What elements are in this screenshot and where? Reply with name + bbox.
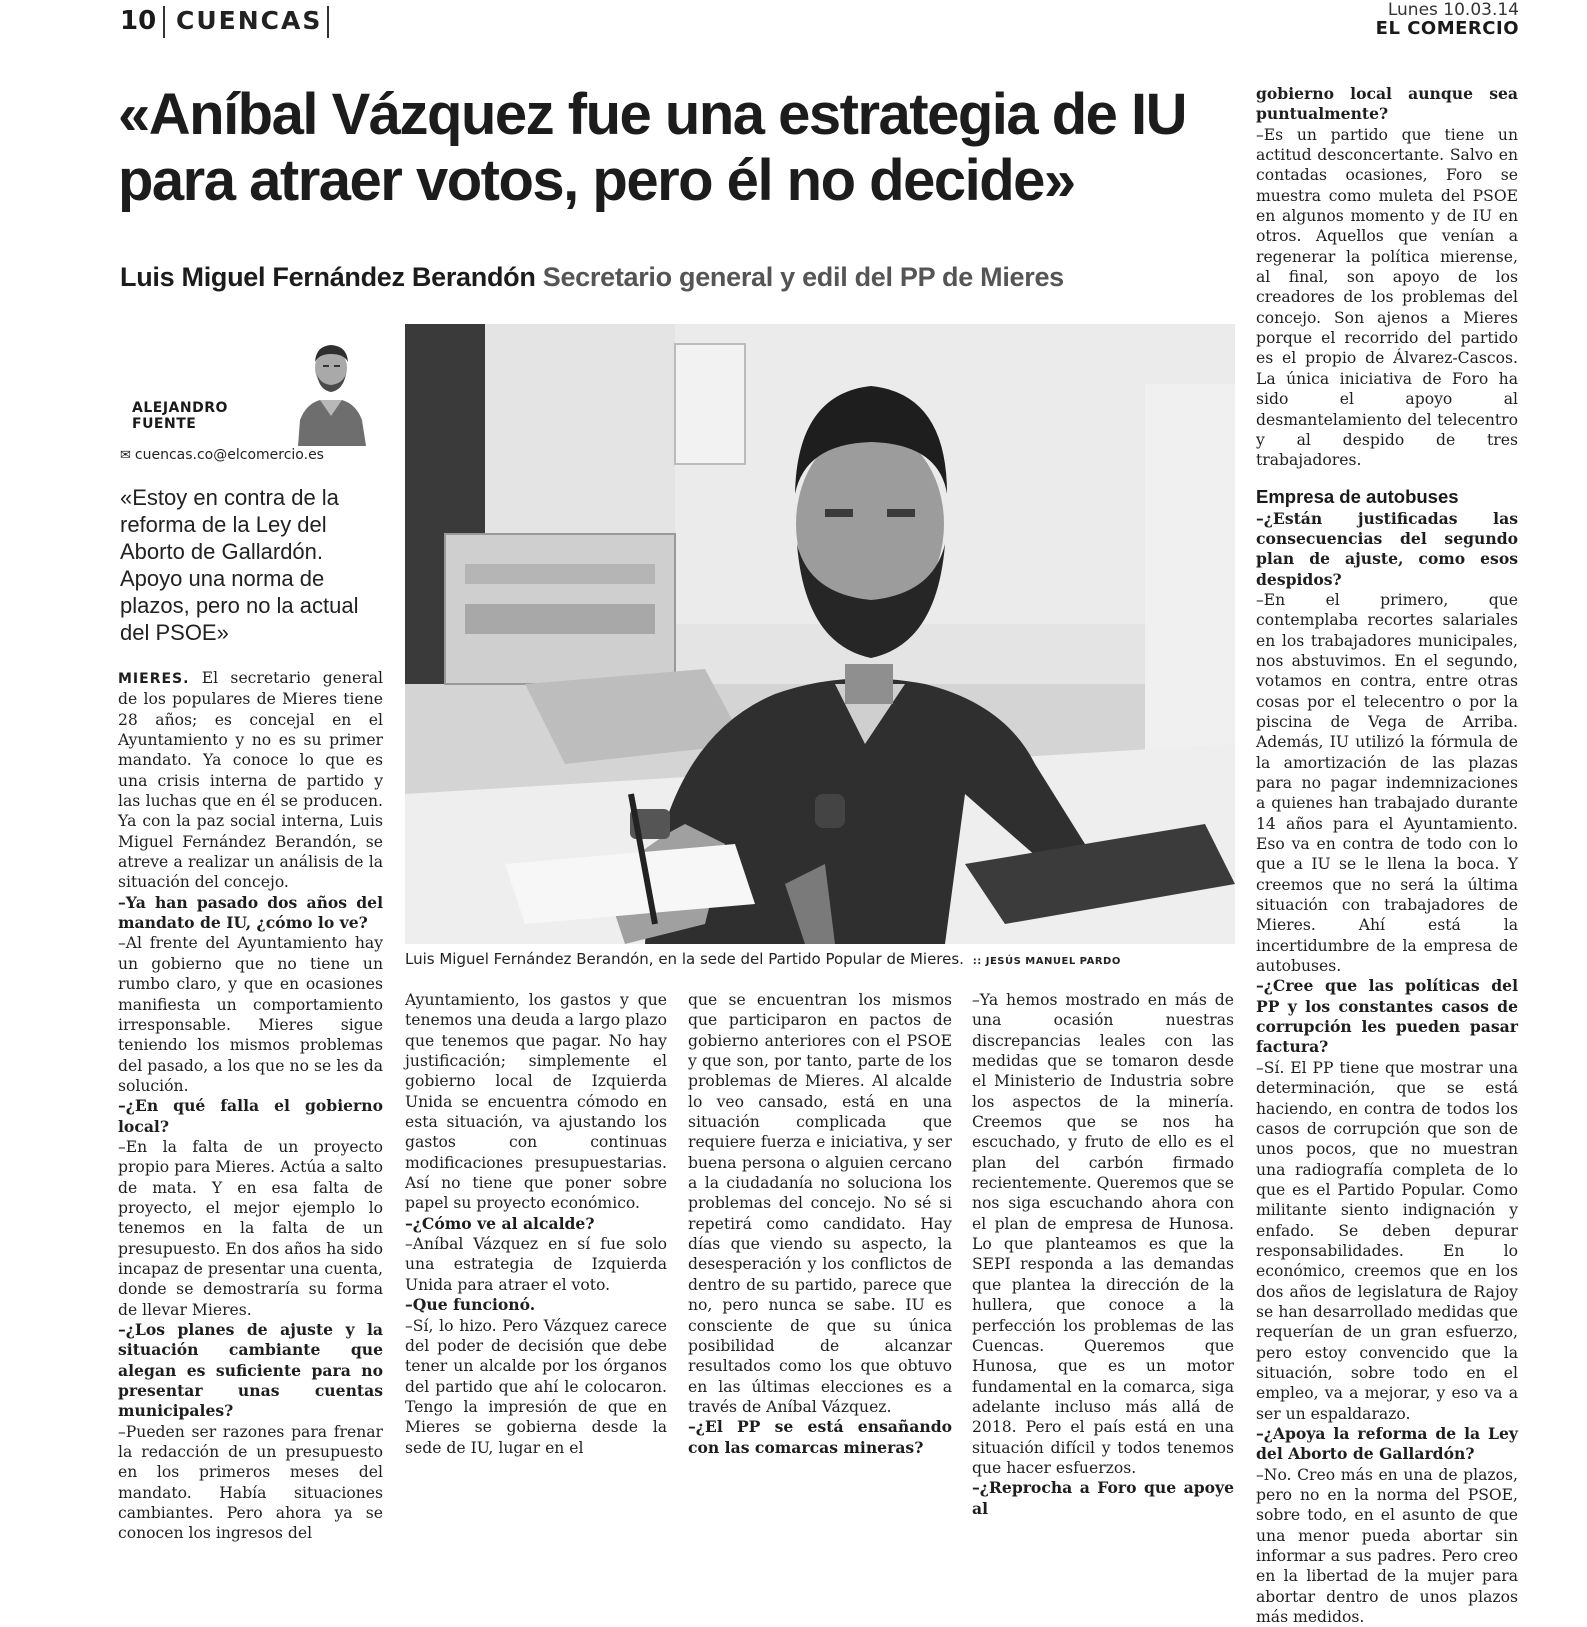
intro-paragraph: MIERES. El secretario general de los populares de Mieres tiene 28 años; es concejal en el Ayuntamiento y no es su primer mandato. Ya conoce lo que es una crisis interna de partido y las luchas que en él se producen. Ya con la paz social interna, Luis Miguel Fernández Berandón, se atreve a realizar un análisis de la situación del concejo. xyxy=(118,669,383,892)
envelope-icon: ✉ xyxy=(120,448,131,463)
author-email-text[interactable]: cuencas.co@elcomercio.es xyxy=(134,447,324,463)
photo-credit: JESÚS MANUEL PARDO xyxy=(985,956,1121,967)
answer: –En el primero, que contemplaba recortes salariales en los trabajadores municipales, nos abstuvimos. En el segundo, votamos en contra, entre otras cosas por el telecentro o por la piscina de Vega de Arriba. Además, IU utilizó la fórmula de la amortización de las plazas para no pagar indemnizaciones a quienes han trabajado durante 14 años para el Ayuntamiento. Eso va en contra de todo con lo que a IU se le llena la boca. Y creemos que no será la última situación con trabajadores de Mieres. Ahí está la incertidumbre de la empresa de autobuses. xyxy=(1256,590,1518,976)
interviewee-role: Secretario general y edil del PP de Mieres xyxy=(542,262,1064,292)
answer: –Sí. El PP tiene que mostrar una determinación, que se está haciendo, en contra de todos los casos de corrupción que son de unos pocos, que no muestran una radiografía completa de lo que es el Partido Popular. Como militante siento indignación y enfado. Se deben depurar responsabilidades. En lo económico, creemos que en los dos años de legislatura de Rajoy se han desarrollado medidas que requerían de un gran esfuerzo, pero estoy convencido que la situación, sobre todo en el empleo, va a mejorar, y eso va a ser un espaldarazo. xyxy=(1256,1058,1518,1423)
main-photo xyxy=(405,324,1235,944)
section-title: CUENCAS xyxy=(176,6,323,35)
answer: –Sí, lo hizo. Pero Vázquez carece del poder de decisión que debe tener un alcalde por los órganos del partido que ahí le colocaron. Tengo la impresión de que en Mieres se gobierna desde la sede de IU, lugar en el xyxy=(405,1316,667,1457)
dateline: MIERES. xyxy=(118,671,190,687)
question: –¿Reprocha a Foro que apoye al xyxy=(972,1478,1234,1518)
answer: –En la falta de un proyecto propio para Mieres. Actúa a salto de mata. Y en esa falta de proyecto, el mejor ejemplo lo tenemos en la falta de un presupuesto. En dos años ha sido incapaz de presentar una cuenta, donde se demostraría su forma de llevar Mieres. xyxy=(118,1137,383,1319)
answer: Ayuntamiento, los gastos y que tenemos una deuda a largo plazo que tenemos que pagar. No hay justificación; simplemente el gobierno local de Izquierda Unida se encuentra cómodo en esta situación, va ajustando los gastos con continuas modificaciones presupuestarias. Así no tiene que poner sobre papel su proyecto económico. xyxy=(405,991,667,1213)
author-email xyxy=(120,447,324,463)
question: –¿Apoya la reforma de la Ley del Aborto de Gallardón? xyxy=(1256,1424,1518,1464)
article-column-3 xyxy=(688,990,952,1458)
question: –¿Cómo ve al alcalde? xyxy=(405,1213,595,1233)
interviewee-name: Luis Miguel Fernández Berandón xyxy=(120,262,536,292)
page-number: 10 xyxy=(120,6,157,36)
credit-marker: :: xyxy=(972,956,982,967)
article-column-1 xyxy=(118,668,383,1544)
question: –Ya han pasado dos años del mandato de IU, ¿cómo lo ve? xyxy=(118,892,383,933)
article-column-2 xyxy=(405,990,667,1458)
question: gobierno local aunque sea puntualmente? xyxy=(1256,84,1518,124)
answer: –Aníbal Vázquez en sí fue solo una estrategia de Izquierda Unida para atraer el voto. xyxy=(405,1235,667,1294)
answer: –Pueden ser razones para frenar la redacción de un presupuesto en los primeros meses del mandato. Había situaciones cambiantes. Pero ahora ya se conocen los ingresos del xyxy=(118,1422,383,1543)
issue-date: Lunes 10.03.14 xyxy=(1387,0,1519,20)
author-portrait xyxy=(290,328,372,446)
answer: –Es un partido que tiene un actitud desconcertante. Salvo en contadas ocasiones, Foro se muestra como muleta del PSOE en algunos momento y de IU en otros. Aquellos que venían a regenerar la política mierense, al final, son apoyo de los creadores de los problemas del concejo. Son ajenos a Mieres porque el recorrido del partido es el propio de Álvarez-Cascos. La única iniciativa de Foro ha sido el apoyo al desmantelamiento del telecentro y al despido de tres trabajadores. xyxy=(1256,125,1518,470)
question: –¿Cree que las políticas del PP y los constantes casos de corrupción les pueden pasar factura? xyxy=(1256,976,1518,1057)
pull-quote: «Estoy en contra de la reforma de la Ley del Aborto de Gallardón. Apoyo una norma de plazos, pero no la actual del PSOE» xyxy=(120,485,359,645)
answer: –Ya hemos mostrado en más de una ocasión nuestras discrepancias leales con las medidas que se tomaron desde el Ministerio de Industria sobre los aspectos de la minería. Creemos que se nos ha escuchado, y fruto de ello es el plan del carbón firmado recientemente. Queremos que se nos siga escuchando ahora con el plan de empresa de Hunosa. Lo que planteamos es que la SEPI responda a las demandas que plantea la dirección de la hullera, que conoce a la perfección los problemas de las Cuencas. Queremos que Hunosa, que es un motor fundamental en la comarca, siga adelante incluso más allá de 2018. Pero el país está en una situación difícil y todos tenemos que hacer esfuerzos. xyxy=(972,991,1234,1477)
subheading: Empresa de autobuses xyxy=(1256,485,1459,507)
question: –¿Están justificadas las consecuencias del segundo plan de ajuste, como esos despidos? xyxy=(1256,508,1518,589)
newspaper-name: EL COMERCIO xyxy=(1375,18,1519,39)
interviewee-byline xyxy=(120,262,1064,293)
author-name: ALEJANDRO FUENTE xyxy=(132,400,228,432)
article-column-5 xyxy=(1256,84,1518,1627)
answer: –No. Creo más en una de plazos, pero no en la norma del PSOE, sobre todo, en el asunto de que una menor pueda abortar sin informar a sus padres. Pero creo en la libertad de la mujer para abortar dentro de unos plazos más medidos. xyxy=(1256,1465,1518,1627)
header-divider xyxy=(163,6,165,38)
photo-caption xyxy=(405,950,1121,968)
answer: –Al frente del Ayuntamiento hay un gobierno que no tiene un rumbo claro, y que en ocasiones manifiesta un comportamiento irresponsable. Mieres sigue teniendo los mismos problemas del pasado, a los que no se les da solución. xyxy=(118,934,383,1095)
answer: que se encuentran los mismos que participaron en pactos de gobierno anteriores con el PSOE y que son, por tanto, parte de los problemas de Mieres. Al alcalde lo veo cansado, está en una situación complicada que requiere fuerza e iniciativa, y ser buena persona o alguien cercano a la ciudadanía no soluciona los problemas del concejo. No sé si repetirá como candidato. Hay días que viendo su aspecto, la desesperación y los conflictos de dentro de su partido, parece que no, pero nunca se sabe. IU es consciente de que su única posibilidad de alcanzar resultados como los que obtuvo en las últimas elecciones es a través de Aníbal Vázquez. xyxy=(688,991,952,1416)
header-divider xyxy=(327,6,329,38)
question: –¿Los planes de ajuste y la situación cambiante que alegan es suficiente para no presentar unas cuentas municipales? xyxy=(118,1320,383,1421)
caption-text: Luis Miguel Fernández Berandón, en la sede del Partido Popular de Mieres. xyxy=(405,950,964,968)
article-column-4 xyxy=(972,990,1234,1519)
question: –¿En qué falla el gobierno local? xyxy=(118,1096,383,1136)
headline: «Aníbal Vázquez fue una estrategia de IU para atraer votos, pero él no decide» xyxy=(118,82,1187,213)
question: –¿El PP se está ensañando con las comarcas mineras? xyxy=(688,1417,952,1457)
question: –Que funcionó. xyxy=(405,1295,536,1315)
